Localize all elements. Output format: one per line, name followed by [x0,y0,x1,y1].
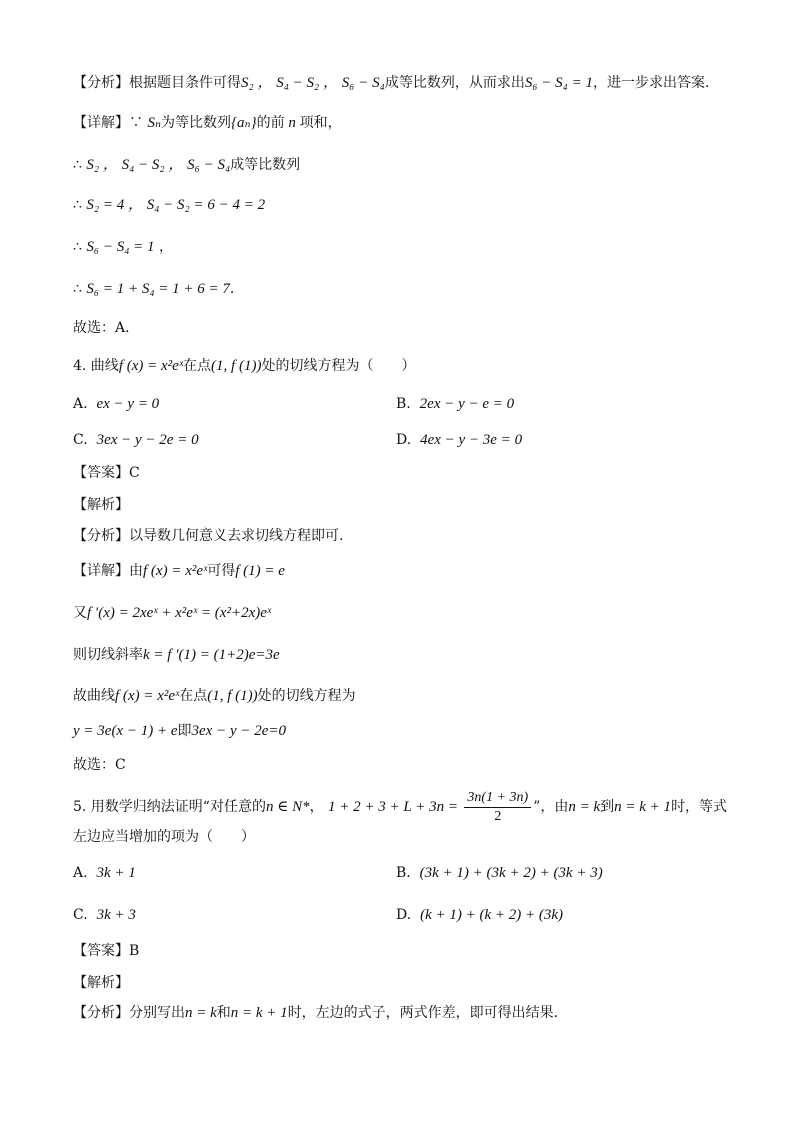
math-expression: n [284,115,300,131]
q4-option-b: B. 2ex − y − e = 0 [396,396,515,412]
q5-option-b: B. (3k + 1) + (3k + 2) + (3k + 3) [396,865,603,881]
q4-detail-3 [73,645,280,665]
question-5-stem-cont [73,827,255,847]
math-expression: f (x) = x²eˣ [143,563,208,579]
text-run: 【分析】以导数几何意义去求切线方程即可. [73,528,344,544]
math-expression: k = f ′(1) = (1+2)e=3e [143,647,280,663]
line-therefore-3 [73,237,173,257]
text-run: 又 [73,605,87,621]
text-run: 成等比数列 [230,157,301,173]
math-expression: n = k [185,1005,217,1021]
text-run: 故曲线 [73,688,115,704]
text-run: 【分析】根据题目条件可得 [73,75,241,91]
q5-option-d: D. (k + 1) + (k + 2) + (3k) [396,907,564,923]
text-run: 【分析】分别写出 [73,1005,185,1021]
math-expression: S₂ = 4 ， S₄ − S₂ = 6 − 4 = 2 [86,197,266,213]
math-expression: y = 3e(x − 1) + e [73,723,178,739]
math-expression: S₆ − S₄ = 1 [86,239,155,255]
question-4-stem [73,356,415,376]
q4-option-a: A. ex − y = 0 [73,396,160,412]
text-run: 故选：A. [73,320,130,336]
line-therefore-4 [73,279,234,299]
q4-solution-header [73,495,129,515]
math-expression: S₆ = 1 + S₄ = 1 + 6 = 7 [86,281,230,297]
line-detail-q3 [73,113,342,133]
q4-option-c: C. 3ex − y − 2e = 0 [73,432,199,448]
math-expression: {aₙ} [231,115,257,131]
text-run: 【答案】C [73,465,140,481]
math-expression: f (1) = e [235,563,285,579]
math-expression: f (x) = x²eˣ [115,688,180,704]
text-run: 故选：C [73,757,126,773]
text-run: 即 [177,723,192,739]
math-expression: (1, f (1)) [211,358,262,374]
q4-analysis [73,526,343,546]
text-run: 4. 曲线 [73,358,119,374]
text-run: 在点 [183,358,212,374]
text-run: 的前 [256,115,285,131]
text-run: ， [154,239,173,255]
text-run: 【详解】∵ [73,115,148,131]
text-run: 则切线斜率 [73,647,143,663]
line-analysis-q3 [73,73,709,93]
text-run: 在点 [179,688,208,704]
math-expression: n = k + 1 [230,1005,288,1021]
text-run: 时，左边的式子，两式作差，即可得出结果. [287,1005,559,1021]
fraction-3n-1-3n-over-2: $\frac{3n(1 + 3n)}{2}$ [464,789,531,826]
text-run: 可得 [207,563,236,579]
text-run: 【解析】 [73,497,129,513]
math-expression: S₆ − S₄ = 1 [524,75,594,91]
text-run: 【解析】 [73,975,129,991]
text-run: ∴ [73,157,87,173]
q5-solution-header [73,973,129,993]
q5-analysis [73,1003,558,1023]
text-run: 成等比数列，从而求出 [384,75,525,91]
q4-detail-2 [73,603,271,623]
q4-detail-5 [73,721,286,741]
question-5-stem: 5. 用数学归纳法证明“对任意的n ∈ N*， 1 + 2 + 3 + L + 3n = $\frac{3n(1 + 3n)}{2}$ ”，由n = k到n = k + 1时，等式 [73,789,728,824]
text-run: 处的切线方程为（ ） [261,358,416,374]
q5-option-c: C. 3k + 3 [73,907,136,923]
text-run: ∴ [73,281,87,297]
text-run: 【详解】由 [73,563,143,579]
text-run: 处的切线方程为 [257,688,356,704]
q4-choice [73,755,126,775]
math-expression: 3ex − y − 2e=0 [191,723,286,739]
text-run: ∴ [73,197,87,213]
q4-answer [73,463,140,483]
line-therefore-2 [73,195,265,215]
line-therefore-1 [73,155,300,175]
text-run: ∴ [73,239,87,255]
text-run: 为等比数列 [161,115,232,131]
text-run: 项和， [299,115,342,131]
math-expression: (1, f (1)) [207,688,258,704]
text-run: 左边应当增加的项为（ ） [73,829,255,845]
math-expression: S₂ ， S₄ − S₂ ， S₆ − S₄ [86,157,231,173]
text-run: ，进一步求出答案. [593,75,710,91]
math-expression: S₂ ， S₄ − S₂ ， S₆ − S₄ [241,75,385,91]
q4-detail-1 [73,561,285,581]
text-run: 和 [216,1005,231,1021]
q5-answer [73,941,139,961]
line-choice-q3 [73,318,130,338]
text-run: 【答案】B [73,943,140,959]
q4-option-d: D. 4ex − y − 3e = 0 [396,432,523,448]
q4-detail-4 [73,686,356,706]
math-expression: f ′(x) = 2xeˣ + x²eˣ = (x²+2x)eˣ [87,605,272,621]
q5-option-a: A. 3k + 1 [73,865,136,881]
text-run: . [229,281,235,297]
math-expression: Sₙ [147,115,162,131]
math-expression: f (x) = x²eˣ [118,358,184,374]
